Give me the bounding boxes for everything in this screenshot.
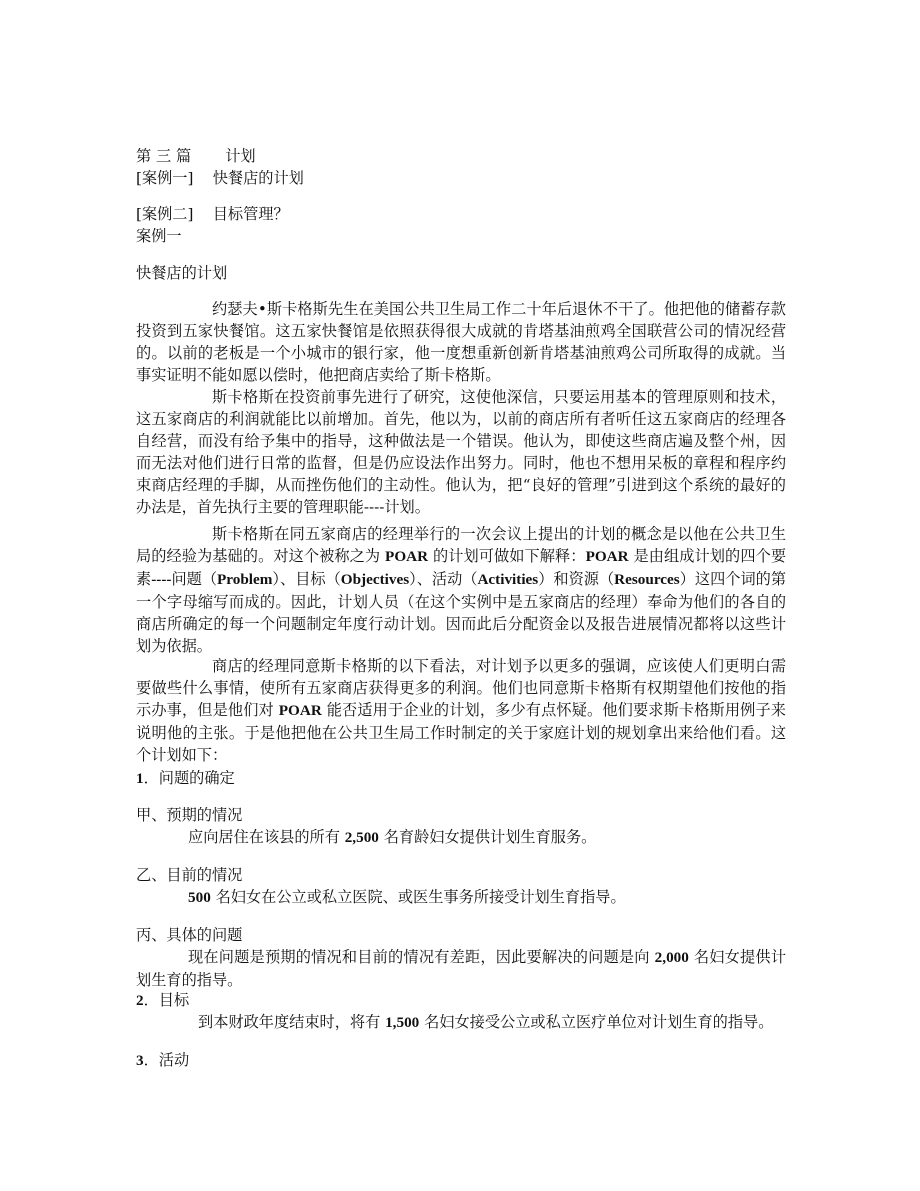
figure-500: 500 (188, 889, 211, 906)
figure-2000: 2,000 (654, 949, 689, 966)
poar-term: POAR (278, 702, 322, 719)
toc-label: [案例二] (136, 205, 194, 223)
section-2-heading (136, 989, 786, 1012)
section-3-heading (136, 1049, 786, 1072)
paragraph-4: 商店的经理同意斯卡格斯的以下看法，对计划予以更多的强调，应该使人们更明白需要做些什么事情，使所有五家商店获得更多的利润。他们也同意斯卡格斯有权期望他们按他的指示办事，但是他们对 POAR 能否适用于企业的计划，多少有点怀疑。他们要求斯卡格斯用例子来说明他的主张。于是他把他在公共卫生局工作时制定的关于家庭计划的规划拿出来给他们看。这个计划如下： (136, 657, 786, 764)
subsection-bing-heading: 丙、具体的问题 (136, 926, 243, 944)
term-activities: Activities (477, 571, 539, 588)
case-label: 案例一 (136, 227, 182, 245)
subsection-jia-text: 应向居住在该县的所有 2,500 名育龄妇女提供计划生育服务。 (188, 828, 597, 846)
toc-entry-2 (136, 203, 786, 225)
section-number: 2 (136, 992, 144, 1009)
toc-title: 快餐店的计划 (212, 169, 304, 187)
toc-entry-1 (136, 167, 786, 189)
subsection-yi-text: 500 名妇女在公立或私立医院、或医生事务所接受计划生育指导。 (188, 888, 626, 906)
section-1-heading (136, 767, 786, 790)
poar-term: POAR (585, 548, 629, 565)
term-objectives: Objectives (340, 571, 410, 588)
section-title: ．目标 (143, 991, 190, 1009)
subsection-bing-text: 现在问题是预期的情况和目前的情况有差距，因此要解决的问题是向 2,000 名妇女提供计划生育的指导。 (136, 948, 787, 989)
part-number: 第 三 篇 (136, 147, 192, 165)
section-number: 1 (136, 770, 144, 787)
term-problem: Problem (217, 571, 273, 588)
section-number: 3 (136, 1052, 144, 1069)
toc-title: 目标管理？ (212, 205, 289, 223)
term-resources: Resources (614, 571, 680, 588)
part-title: 计划 (225, 147, 256, 165)
poar-term: POAR (385, 548, 429, 565)
section-2-text: 到本财政年度结束时，将有 1,500 名妇女接受公立或私立医疗单位对计划生育的指导。 (198, 1013, 774, 1031)
paragraph-1: 约瑟夫•斯卡格斯先生在美国公共卫生局工作二十年后退休不干了。他把他的储蓄存款投资到五家快餐馆。这五家快餐馆是依照获得很大成就的肯塔基油煎鸡全国联营公司的情况经营的。以前的老板是一个小城市的银行家，他一度想重新创新肯塔基油煎鸡公司所取得的成就。当事实证明不能如愿以偿时，他把商店卖给了斯卡格斯。 (136, 300, 786, 384)
paragraph-3: 斯卡格斯在同五家商店的经理举行的一次会议上提出的计划的概念是以他在公共卫生局的经验为基础的。对这个被称之为 POAR 的计划可做如下解释：POAR 是由组成计划的四个要素----问题（Problem）、目标（Objectives）、活动（Activities）和资源（Resources）这四个词的第一个字母缩写而成的。因此，计划人员（在这个实例中是五家商店的经理）奉命为他们的各自的商店所确定的每一个问题制定年度行动计划。因而此后分配资金以及报告进展情况都将以这些计划为依据。 (136, 525, 787, 655)
subsection-jia-heading: 甲、预期的情况 (136, 806, 243, 824)
paragraph-2: 斯卡格斯在投资前事先进行了研究，这使他深信，只要运用基本的管理原则和技术，这五家商店的利润就能比以前增加。首先，他以为，以前的商店所有者听任这五家商店的经理各自经营，而没有给予集中的指导，这种做法是一个错误。他认为，即使这些商店遍及整个州，因而无法对他们进行日常的监督，但是仍应设法作出努力。同时，他也不想用呆板的章程和程序约束商店经理的手脚，从而挫伤他们的主动性。他认为，把“良好的管理”引进到这个系统的最好的办法是，首先执行主要的管理职能----计划。 (136, 388, 786, 516)
figure-2500: 2,500 (344, 829, 379, 846)
section-title: ．活动 (143, 1051, 190, 1069)
case-title: 快餐店的计划 (136, 264, 228, 282)
section-title: ．问题的确定 (143, 769, 235, 787)
figure-1500: 1,500 (385, 1014, 420, 1031)
subsection-yi-heading: 乙、目前的情况 (136, 866, 243, 884)
toc-label: [案例一] (136, 169, 194, 187)
part-heading (136, 145, 786, 167)
